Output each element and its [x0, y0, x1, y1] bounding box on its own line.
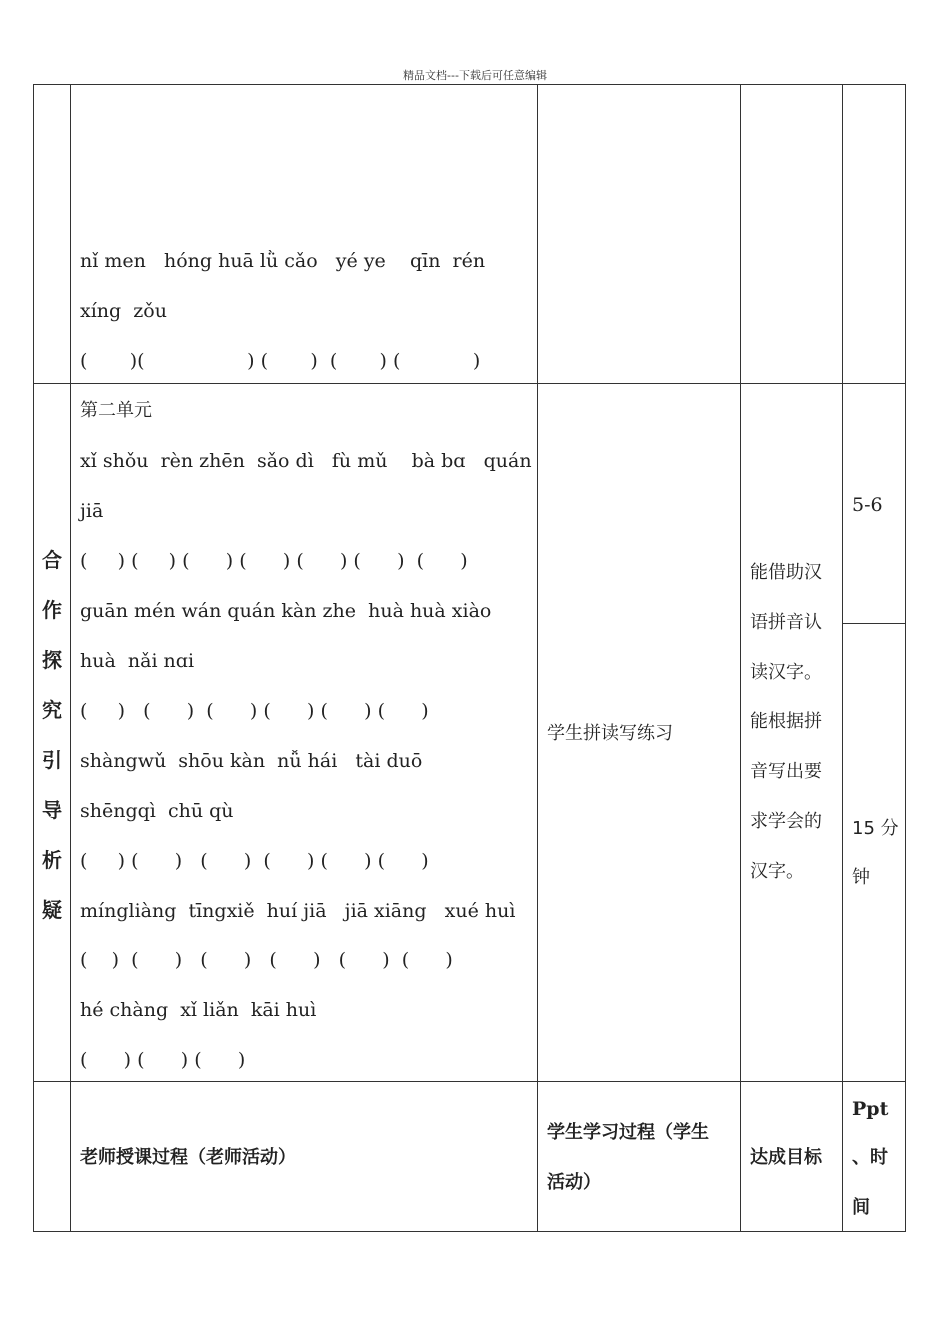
pinyin-line: huà nǎi nɑi — [80, 650, 195, 672]
column-header-ppt: Ppt — [852, 1098, 889, 1120]
answer-blanks: ( )( ) ( ) ( ) ( ) — [80, 350, 481, 372]
side-label-char: 究 — [42, 698, 62, 722]
goal-line: 读汉字。 — [750, 662, 822, 683]
column-header-student: 学生学习过程（学生 — [547, 1122, 709, 1143]
column-header-ppt: 间 — [852, 1197, 870, 1218]
time-line: 15 分 — [852, 818, 899, 839]
pinyin-line: míngliàng tīngxiě huí jiā jiā xiāng xué huì — [80, 900, 516, 922]
table-ppt-cell-divider — [842, 623, 906, 624]
ppt-slides: 5-6 — [852, 494, 883, 516]
pinyin-line: shàngwǔ shōu kàn nǚ hái tài duō — [80, 750, 423, 772]
column-header-student: 活动） — [547, 1172, 601, 1193]
page-header: 精品文档---下载后可任意编辑 — [403, 69, 547, 82]
answer-blanks: ( ) ( ) ( ) — [80, 1049, 246, 1071]
column-header-teacher: 老师授课过程（老师活动） — [80, 1147, 296, 1168]
side-label-char: 疑 — [42, 898, 62, 922]
goal-line: 汉字。 — [750, 861, 804, 882]
pinyin-line: shēngqì chū qù — [80, 800, 234, 822]
side-label-char: 析 — [42, 848, 62, 872]
pinyin-line: xǐ shǒu rèn zhēn sǎo dì fù mǔ bà bɑ quán — [80, 450, 532, 472]
answer-blanks: ( ) ( ) ( ) ( ) ( ) ( ) — [80, 949, 453, 971]
side-label-char: 引 — [42, 748, 62, 772]
goal-line: 音写出要 — [750, 761, 822, 782]
table-divider-col4 — [842, 84, 843, 1232]
pinyin-line: xíng zǒu — [80, 300, 167, 322]
side-label-char: 导 — [42, 798, 62, 822]
pinyin-line: jiā — [80, 500, 104, 522]
column-header-goal: 达成目标 — [750, 1147, 822, 1168]
table-divider-col3 — [740, 84, 741, 1232]
side-label-char: 合 — [42, 548, 62, 572]
unit-title: 第二单元 — [80, 400, 152, 421]
table-row-divider-1 — [33, 383, 906, 384]
goal-line: 求学会的 — [750, 811, 822, 832]
answer-blanks: ( ) ( ) ( ) ( ) ( ) ( ) ( ) — [80, 550, 468, 572]
goal-line: 能根据拼 — [750, 711, 822, 732]
side-label-char: 探 — [42, 648, 62, 672]
table-border-right — [905, 84, 906, 1232]
answer-blanks: ( ) ( ) ( ) ( ) ( ) ( ) — [80, 850, 429, 872]
pinyin-line: guān mén wán quán kàn zhe huà huà xiào — [80, 600, 492, 622]
table-row-divider-2 — [33, 1081, 906, 1082]
pinyin-line: nǐ men hóng huā lǜ cǎo yé ye qīn rén — [80, 250, 486, 272]
side-label-char: 作 — [42, 598, 62, 622]
pinyin-line: hé chàng xǐ liǎn kāi huì — [80, 999, 317, 1021]
table-divider-col2 — [537, 84, 538, 1232]
goal-line: 能借助汉 — [750, 562, 822, 583]
student-activity: 学生拼读写练习 — [547, 723, 673, 744]
answer-blanks: ( ) ( ) ( ) ( ) ( ) ( ) — [80, 700, 429, 722]
time-line: 钟 — [852, 867, 870, 888]
table-border-bottom — [33, 1231, 906, 1232]
goal-line: 语拼音认 — [750, 612, 822, 633]
table-border-top — [33, 84, 906, 85]
column-header-ppt: 、时 — [852, 1147, 888, 1168]
